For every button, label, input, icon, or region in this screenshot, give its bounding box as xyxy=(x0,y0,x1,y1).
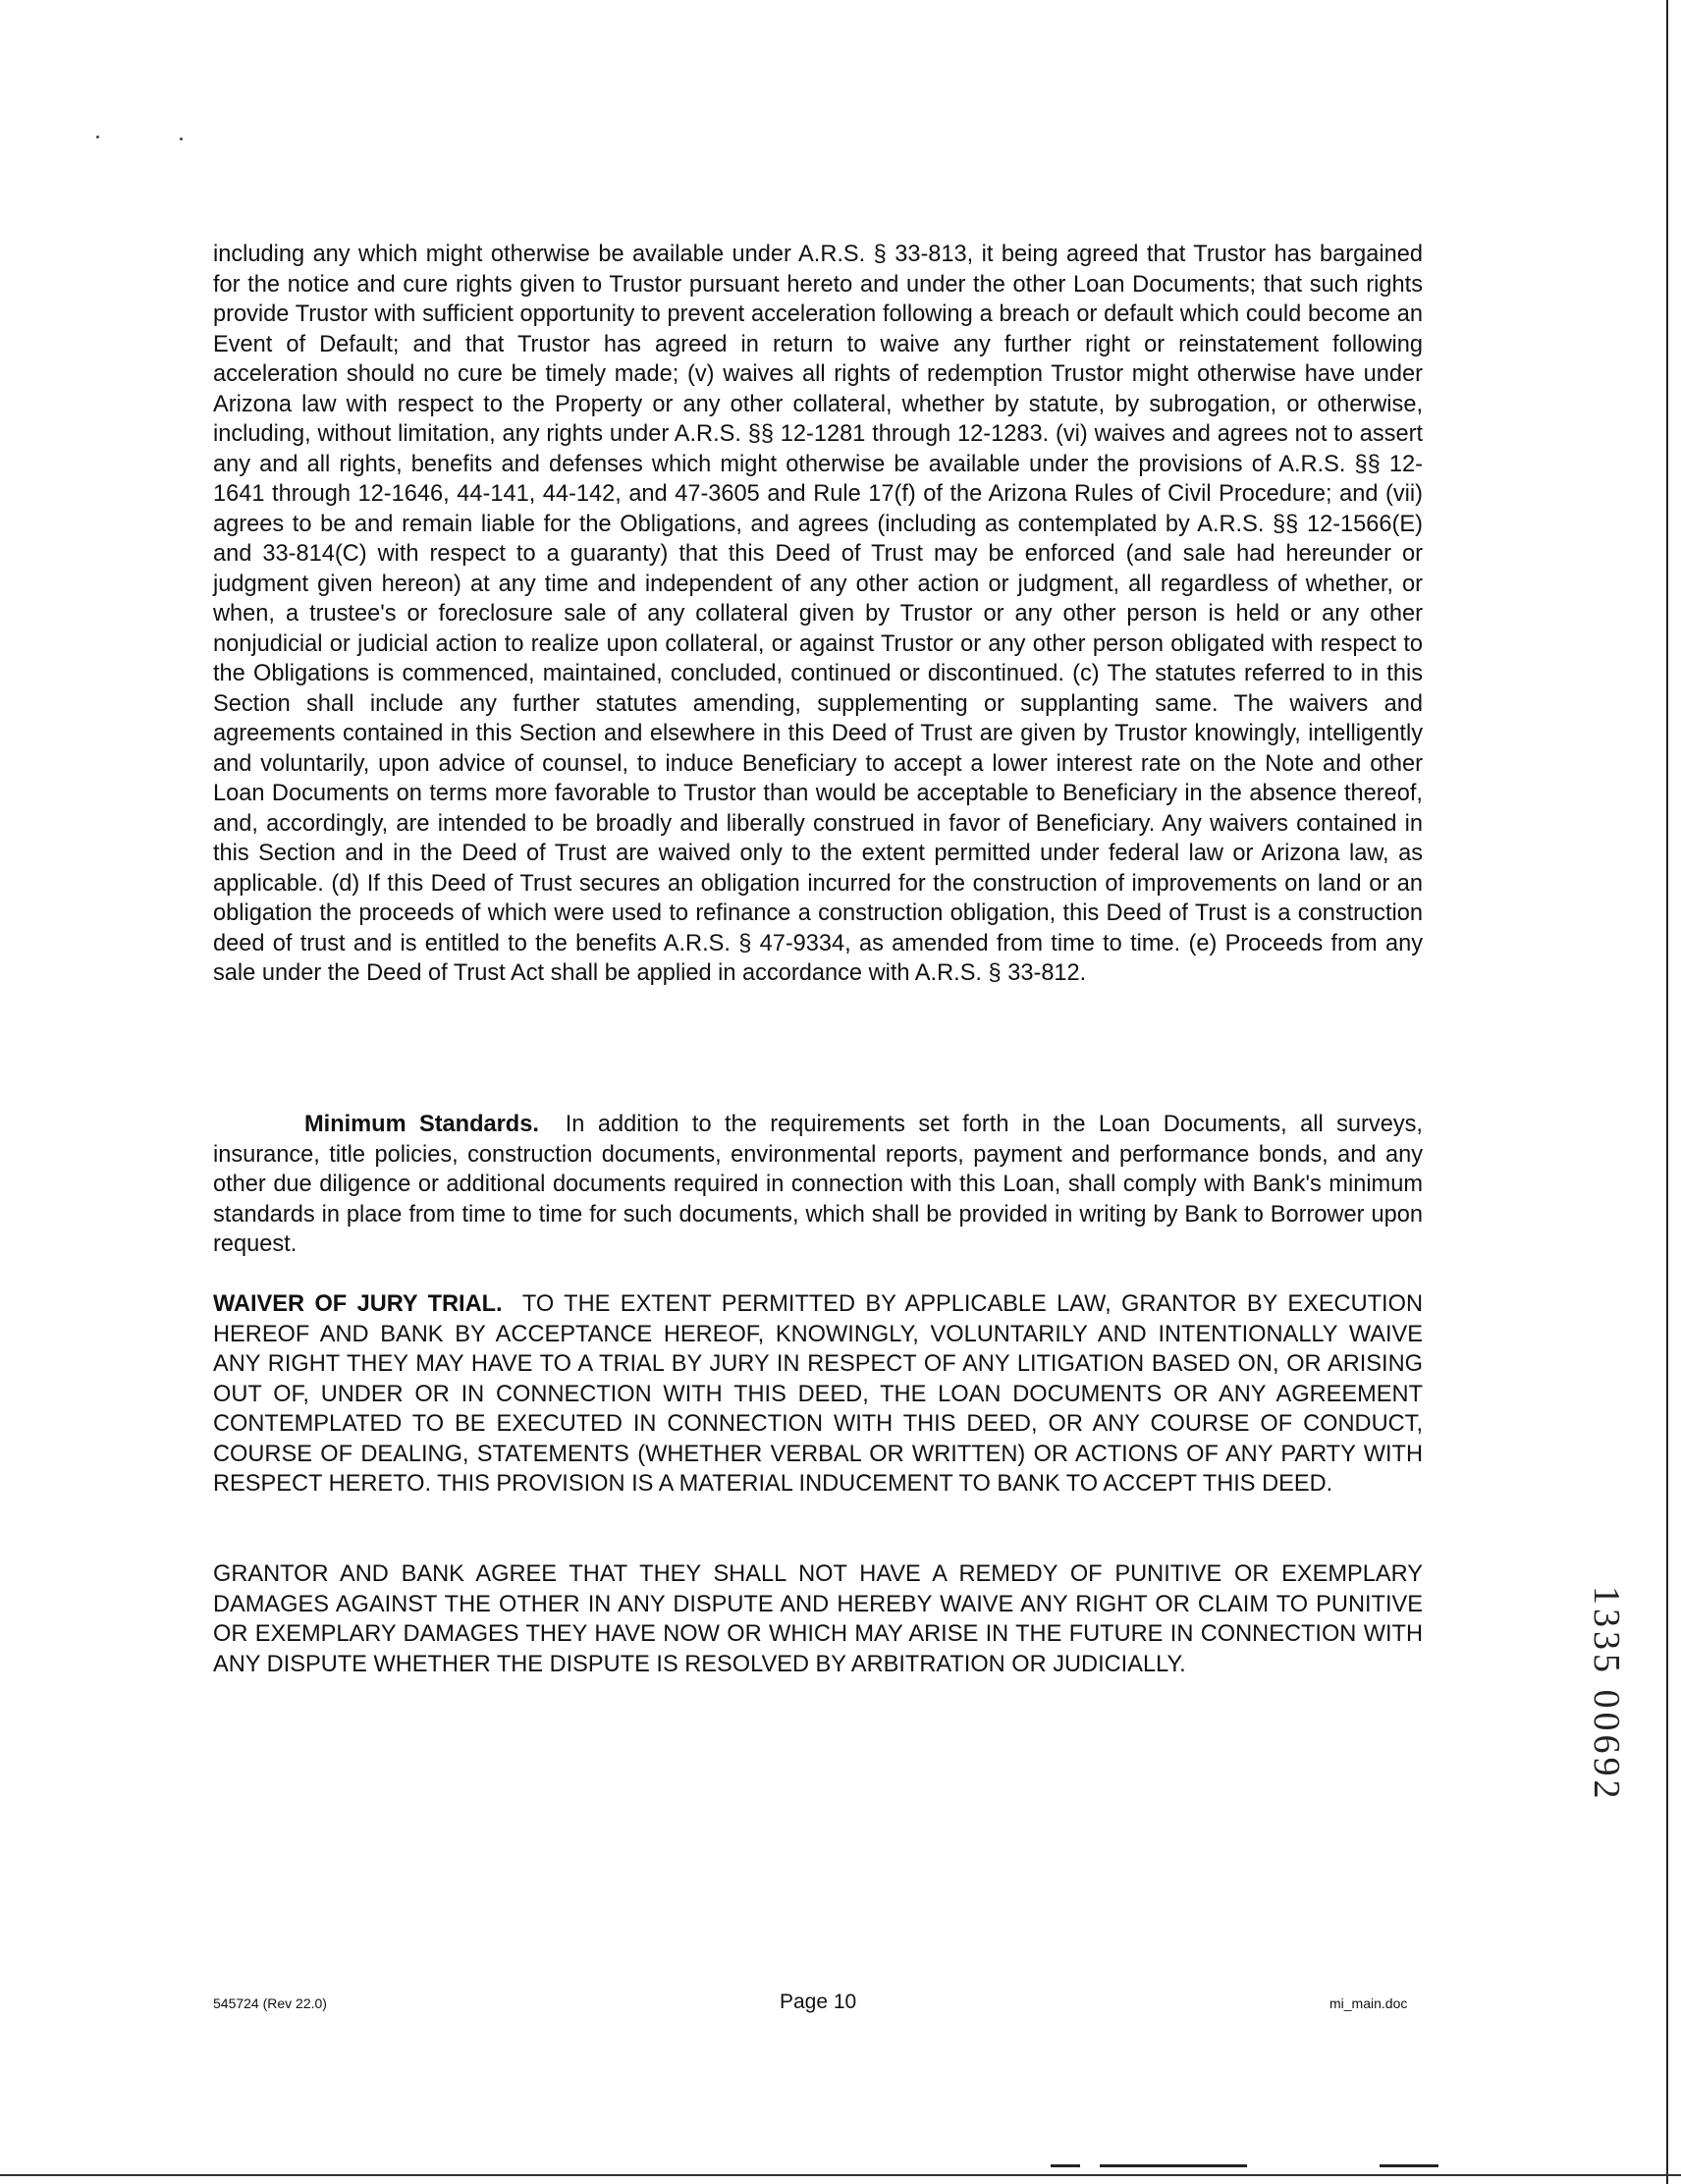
margin-recording-stamp: 1335 00692 xyxy=(1586,1586,1627,1803)
scan-speck xyxy=(180,137,183,140)
jury-waiver-paragraph xyxy=(213,1289,1423,1500)
scan-mark xyxy=(1100,2164,1247,2167)
punitive-damages-paragraph xyxy=(213,1559,1423,1679)
jury-waiver-heading: WAIVER OF JURY TRIAL. xyxy=(213,1291,503,1317)
minimum-standards-paragraph xyxy=(213,1110,1423,1260)
scan-bottom-line xyxy=(0,2174,1681,2176)
body-paragraph-text: including any which might otherwise be available under A.R.S. § 33-813, it being agreed that Trustor has bargained for the notice and cure rights given to Trustor pursuant hereto and under the other Loan Documents; that such rights provide Trustor with sufficient opportunity to prevent acceleration following a breach or default which could become an Event of Default; and that Trustor has agreed in return to waive any further right or reinstatement following acceleration should no cure be timely made; (v) waives all rights of redemption Trustor might otherwise have under Arizona law with respect to the Property or any other collateral, whether by statute, by subrogation, or otherwise, including, without limitation, any rights under A.R.S. §§ 12-1281 through 12-1283. (vi) waives and agrees not to assert any and all rights, benefits and defenses which might otherwise be available under the provisions of A.R.S. §§ 12-1641 through 12-1646, 44-141, 44-142, and 47-3605 and Rule 17(f) of the Arizona Rules of Civil Procedure; and (vii) agrees to be and remain liable for the Obligations, and agrees (including as contemplated by A.R.S. §§ 12-1566(E) and 33-814(C) with respect to a guaranty) that this Deed of Trust may be enforced (and sale had hereunder or judgment given hereon) at any time and independent of any other action or judgment, all regardless of whether, or when, a trustee's or foreclosure sale of any collateral given by Trustor or any other person is held or any other nonjudicial or judicial action to realize upon collateral, or against Trustor or any other person obligated with respect to the Obligations is commenced, maintained, concluded, continued or discontinued. (c) The statutes referred to in this Section shall include any further statutes amending, supplementing or supplanting same. The waivers and agreements contained in this Section and elsewhere in this Deed of Trust are given by Trustor knowingly, intelligently and voluntarily, upon advice of counsel, to induce Beneficiary to accept a lower interest rate on the Note and other Loan Documents on terms more favorable to Trustor than would be acceptable to Beneficiary in the absence thereof, and, accordingly, are intended to be broadly and liberally construed in favor of Beneficiary. Any waivers contained in this Section and in the Deed of Trust are waived only to the extent permitted under federal law or Arizona law, as applicable. (d) If this Deed of Trust secures an obligation incurred for the construction of improvements on land or an obligation the proceeds of which were used to refinance a construction obligation, this Deed of Trust is a construction deed of trust and is entitled to the benefits A.R.S. § 47-9334, as amended from time to time. (e) Proceeds from any sale under the Deed of Trust Act shall be applied in accordance with A.R.S. § 33-812. xyxy=(213,242,1423,986)
file-name: mi_main.doc xyxy=(1329,1995,1408,2011)
page-number: Page 10 xyxy=(780,1991,857,2013)
scan-edge-line xyxy=(1666,0,1668,2184)
punitive-damages-text: GRANTOR AND BANK AGREE THAT THEY SHALL NOT HAVE A REMEDY OF PUNITIVE OR EXEMPLARY DAMAGES AGAINST THE OTHER IN ANY DISPUTE AND HEREBY WAIVE ANY RIGHT OR CLAIM TO PUNITIVE OR EXEMPLARY DAMAGES THEY HAVE NOW OR WHICH MAY ARISE IN THE FUTURE IN CONNECTION WITH ANY DISPUTE WHETHER THE DISPUTE IS RESOLVED BY ARBITRATION OR JUDICIALLY. xyxy=(213,1561,1423,1677)
scan-speck xyxy=(96,136,99,138)
scan-mark xyxy=(1380,2164,1438,2167)
minimum-standards-heading: Minimum Standards. xyxy=(304,1112,539,1137)
form-number: 545724 (Rev 22.0) xyxy=(213,1995,327,2011)
scan-mark xyxy=(1051,2164,1080,2167)
body-paragraph xyxy=(213,240,1423,989)
minimum-standards-text: In addition to the requirements set forth in the Loan Documents, all surveys, insurance, title policies, construction documents, environmental reports, payment and performance bonds, and any other due diligence or additional documents required in connection with this Loan, shall comply with Bank's minimum standards in place from time to time for such documents, which shall be provided in writing by Bank to Borrower upon request. xyxy=(213,1112,1423,1257)
jury-waiver-text: TO THE EXTENT PERMITTED BY APPLICABLE LAW, GRANTOR BY EXECUTION HEREOF AND BANK BY ACCEPTANCE HEREOF, KNOWINGLY, VOLUNTARILY AND INTENTIONALLY WAIVE ANY RIGHT THEY MAY HAVE TO A TRIAL BY JURY IN RESPECT OF ANY LITIGATION BASED ON, OR ARISING OUT OF, UNDER OR IN CONNECTION WITH THIS DEED, THE LOAN DOCUMENTS OR ANY AGREEMENT CONTEMPLATED TO BE EXECUTED IN CONNECTION WITH THIS DEED, OR ANY COURSE OF CONDUCT, COURSE OF DEALING, STATEMENTS (WHETHER VERBAL OR WRITTEN) OR ACTIONS OF ANY PARTY WITH RESPECT HERETO. THIS PROVISION IS A MATERIAL INDUCEMENT TO BANK TO ACCEPT THIS DEED. xyxy=(213,1291,1423,1497)
